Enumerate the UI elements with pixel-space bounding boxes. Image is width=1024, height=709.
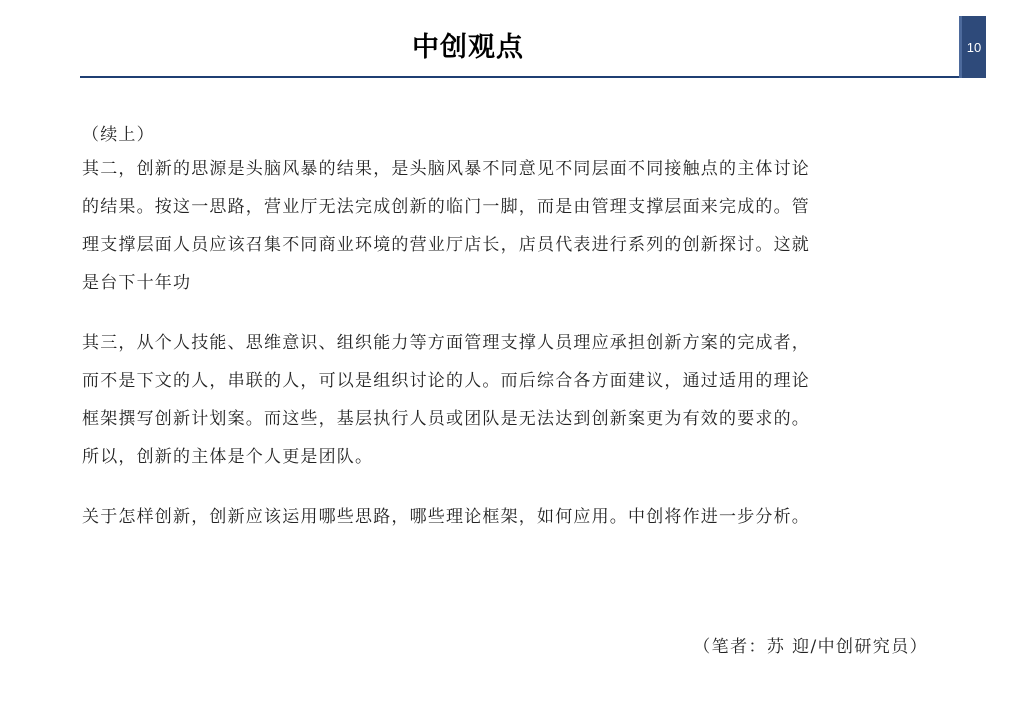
paragraph-3 xyxy=(82,324,927,476)
paragraph-spacer xyxy=(82,302,927,324)
page-number: 10 xyxy=(966,40,982,55)
paragraph-line: 框架撰写创新计划案。而这些，基层执行人员或团队是无法达到创新案更为有效的要求的。 xyxy=(82,409,810,429)
page-number-badge xyxy=(959,16,986,78)
paragraph-line: 所以，创新的主体是个人更是团队。 xyxy=(82,447,374,467)
paragraph-line: 关于怎样创新，创新应该运用哪些思路，哪些理论框架，如何应用。中创将作进一步分析。 xyxy=(82,507,810,527)
paragraph-line: 而不是下文的人，串联的人，可以是组织讨论的人。而后综合各方面建议，通过适用的理论 xyxy=(82,371,810,391)
article-body xyxy=(82,120,927,536)
paragraph-conclusion xyxy=(82,498,927,536)
paragraph-line: 的结果。按这一思路，营业厅无法完成创新的临门一脚，而是由管理支撑层面来完成的。管 xyxy=(82,197,810,217)
author-byline: （笔者：苏 迎/中创研究员） xyxy=(693,637,928,657)
continued-marker: （续上） xyxy=(82,125,155,145)
paragraph-spacer xyxy=(82,476,927,498)
paragraph-2 xyxy=(82,150,927,302)
paragraph-line: 是台下十年功 xyxy=(82,273,192,293)
page-title: 中创观点 xyxy=(412,32,524,63)
header-divider xyxy=(80,76,972,78)
paragraph-line: 理支撑层面人员应该召集不同商业环境的营业厅店长，店员代表进行系列的创新探讨。这就 xyxy=(82,235,810,255)
paragraph-line: 其二，创新的思源是头脑风暴的结果，是头脑风暴不同意见不同层面不同接触点的主体讨论 xyxy=(82,159,810,179)
paragraph-line: 其三，从个人技能、思维意识、组织能力等方面管理支撑人员理应承担创新方案的完成者， xyxy=(82,333,810,353)
